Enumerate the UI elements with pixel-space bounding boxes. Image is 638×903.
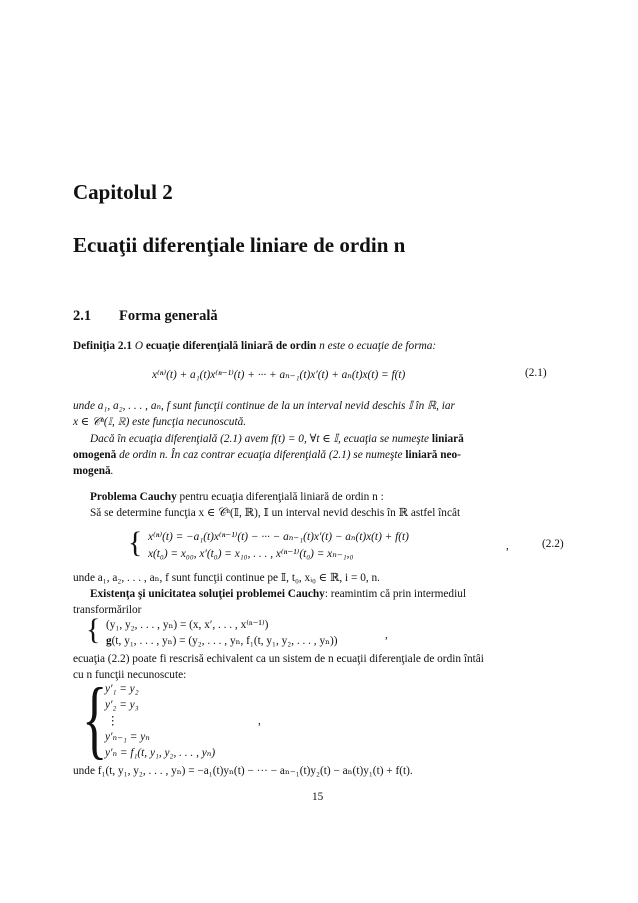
cauchy-text: pentru ecuaţia diferenţială liniară de ordin n : <box>179 491 384 503</box>
chapter-title: Ecuaţii diferenţiale liniare de ordin n <box>73 233 406 257</box>
system-brace-first-order: { <box>82 671 108 768</box>
vector-g: g <box>106 635 112 647</box>
definition-label: Definiţia 2.1 <box>73 340 132 352</box>
homogeneous-condition-text: Dacă în ecuaţia diferenţială (2.1) avem f(t) = 0, ∀t ∈ 𝕀, ecuaţia se numeşte <box>90 433 429 445</box>
term-liniara: liniară <box>431 433 464 445</box>
existence-line1 <box>90 586 466 602</box>
cauchy-line1 <box>90 489 384 505</box>
rewrite-line2: cu n funcţii necunoscute: <box>73 669 187 681</box>
equation-2-2-row2: x(t₀) = x₀₀, x′(t₀) = x₁₀, . . . , x⁽ⁿ⁻¹⁾(t₀) = xₙ₋₁,₀ <box>148 548 354 560</box>
definition-text-line5 <box>73 463 113 479</box>
system-row: y′ₙ₋₁ = yₙ <box>105 731 150 743</box>
definition-text-line1: unde a₁, a₂, . . . , aₙ, f sunt funcţii continue de la un interval nevid deschis 𝕀 în ℝ, iar <box>73 400 455 412</box>
existence-text: : reamintim că prin intermediul <box>324 588 467 600</box>
continuity-line: unde a₁, a₂, . . . , aₙ, f sunt funcţii continue pe 𝕀, t₀, xᵢ₀ ∈ ℝ, i = 0, n. <box>73 572 380 584</box>
rewrite-line1: ecuaţia (2.2) poate fi rescrisă echivalent ca un sistem de n ecuaţii diferenţiale de ordin întâi <box>73 653 484 665</box>
transform-brace: { <box>86 613 101 646</box>
system-row: y′₂ = y₃ <box>105 699 139 711</box>
definition-line <box>73 338 436 354</box>
section-number: 2.1 <box>73 308 92 324</box>
page-number: 15 <box>312 791 324 803</box>
definition-post: n este o ecuaţie de forma: <box>319 340 437 352</box>
otherwise-text: de ordin n. În caz contrar ecuaţia diferenţială (2.1) se numeşte <box>119 449 403 461</box>
section-heading <box>73 308 218 325</box>
chapter-heading: Capitolul 2 <box>73 180 173 204</box>
transform-row1: (y₁, y₂, . . . , yₙ) = (x, x′, . . . , x⁽ⁿ⁻¹⁾) <box>106 619 269 631</box>
transform-comma: , <box>385 629 388 641</box>
definition-pre: O <box>134 340 143 352</box>
equation-2-2-comma: , <box>506 540 509 552</box>
sentence-period: . <box>110 465 114 477</box>
cauchy-label: Problema Cauchy <box>90 491 177 503</box>
final-definition-line: unde f₁(t, y₁, y₂, . . . , yₙ) = −a₁(t)yₙ(t) − ··· − aₙ₋₁(t)y₂(t) − aₙ(t)y₁(t) + f(t). <box>73 765 413 777</box>
definition-text-line3 <box>90 431 464 447</box>
equation-number-2-2: (2.2) <box>542 538 564 550</box>
definition-text-line2: x ∈ 𝒞ⁿ(𝕀, ℝ) este funcţia necunoscută. <box>73 416 247 428</box>
cauchy-line2: Să se determine funcţia x ∈ 𝒞ⁿ(𝕀, ℝ), 𝕀 un interval nevid deschis în ℝ astfel încât <box>90 507 461 519</box>
term-liniara-neo: liniară neo- <box>405 449 461 461</box>
definition-term: ecuaţie diferenţială liniară de ordin <box>145 340 317 352</box>
existence-line2: transformărilor <box>73 604 142 616</box>
transform-row2-text: (t, y₁, . . . , yₙ) = (y₂, . . . , yₙ, f₁(t, y₁, y₂, . . . , yₙ)) <box>111 635 338 647</box>
system-row-vdots: ⋮ <box>107 715 119 727</box>
equation-2-2-row1: x⁽ⁿ⁾(t) = −a₁(t)x⁽ⁿ⁻¹⁾(t) − ··· − aₙ₋₁(t)x′(t) − aₙ(t)x(t) + f(t) <box>148 531 409 543</box>
transform-row2 <box>106 633 338 649</box>
definition-text-line4 <box>73 447 461 463</box>
term-omogena: omogenă <box>73 449 117 461</box>
section-title: Forma generală <box>119 308 218 324</box>
system-row: y′ₙ = f₁(t, y₁, y₂, . . . , yₙ) <box>105 747 216 759</box>
term-mogena: mogenă <box>73 465 111 477</box>
existence-label: Existenţa şi unicitatea soluţiei problemei Cauchy <box>90 588 325 600</box>
equation-number-2-1: (2.1) <box>525 367 547 379</box>
system-comma: , <box>258 715 261 727</box>
system-brace-2-2: { <box>128 526 143 559</box>
equation-2-1: x⁽ⁿ⁾(t) + a₁(t)x⁽ⁿ⁻¹⁾(t) + ··· + aₙ₋₁(t)x′(t) + aₙ(t)x(t) = f(t) <box>152 369 406 381</box>
system-row: y′₁ = y₂ <box>105 683 139 695</box>
